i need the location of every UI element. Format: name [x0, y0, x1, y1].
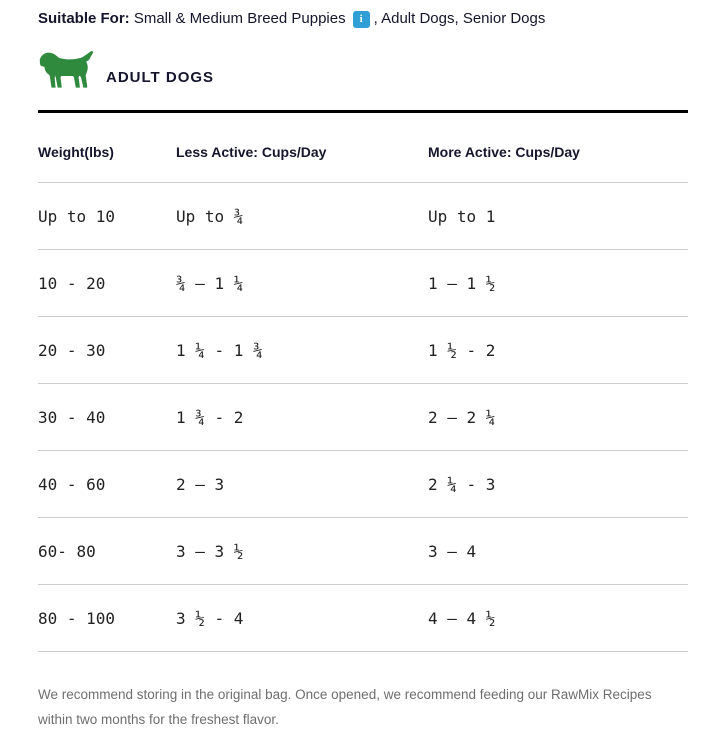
- cell-less-active: 1 ¾ - 2: [176, 384, 428, 451]
- col-header-weight: Weight(lbs): [38, 113, 176, 183]
- feeding-table: [38, 113, 688, 652]
- table-row: [38, 317, 688, 384]
- cell-less-active: 1 ¼ - 1 ¾: [176, 317, 428, 384]
- dog-icon: [38, 50, 96, 98]
- cell-more-active: 2 – 2 ¼: [428, 384, 688, 451]
- cell-weight: 80 - 100: [38, 585, 176, 652]
- table-row: [38, 585, 688, 652]
- cell-less-active: ¾ – 1 ¼: [176, 250, 428, 317]
- cell-weight: 20 - 30: [38, 317, 176, 384]
- table-header-row: [38, 113, 688, 183]
- cell-more-active: 1 – 1 ½: [428, 250, 688, 317]
- cell-less-active: 3 ½ - 4: [176, 585, 428, 652]
- table-row: [38, 384, 688, 451]
- cell-less-active: 3 – 3 ½: [176, 518, 428, 585]
- cell-less-active: Up to ¾: [176, 183, 428, 250]
- suitable-for-line: [38, 8, 688, 30]
- col-header-less-active: Less Active: Cups/Day: [176, 113, 428, 183]
- cell-weight: 10 - 20: [38, 250, 176, 317]
- suitable-for-text-after: , Adult Dogs, Senior Dogs: [373, 10, 546, 27]
- table-row: [38, 183, 688, 250]
- cell-more-active: 2 ¼ - 3: [428, 451, 688, 518]
- table-row: [38, 250, 688, 317]
- section-header: [38, 48, 688, 100]
- section-title: ADULT DOGS: [106, 68, 215, 86]
- dog-silhouette: [40, 51, 93, 88]
- suitable-for-text-before: Small & Medium Breed Puppies: [129, 10, 346, 27]
- cell-weight: 40 - 60: [38, 451, 176, 518]
- info-icon[interactable]: i: [353, 11, 370, 28]
- cell-weight: 30 - 40: [38, 384, 176, 451]
- cell-less-active: 2 – 3: [176, 451, 428, 518]
- col-header-more-active: More Active: Cups/Day: [428, 113, 688, 183]
- cell-more-active: 4 – 4 ½: [428, 585, 688, 652]
- table-row: [38, 451, 688, 518]
- cell-more-active: 3 – 4: [428, 518, 688, 585]
- cell-more-active: 1 ½ - 2: [428, 317, 688, 384]
- suitable-for-label: Suitable For:: [38, 10, 130, 27]
- storage-note: We recommend storing in the original bag. Once opened, we recommend feeding our RawMix Recipes within two months for the freshest flavor.: [38, 687, 652, 727]
- cell-weight: Up to 10: [38, 183, 176, 250]
- cell-more-active: Up to 1: [428, 183, 688, 250]
- cell-weight: 60- 80: [38, 518, 176, 585]
- table-row: [38, 518, 688, 585]
